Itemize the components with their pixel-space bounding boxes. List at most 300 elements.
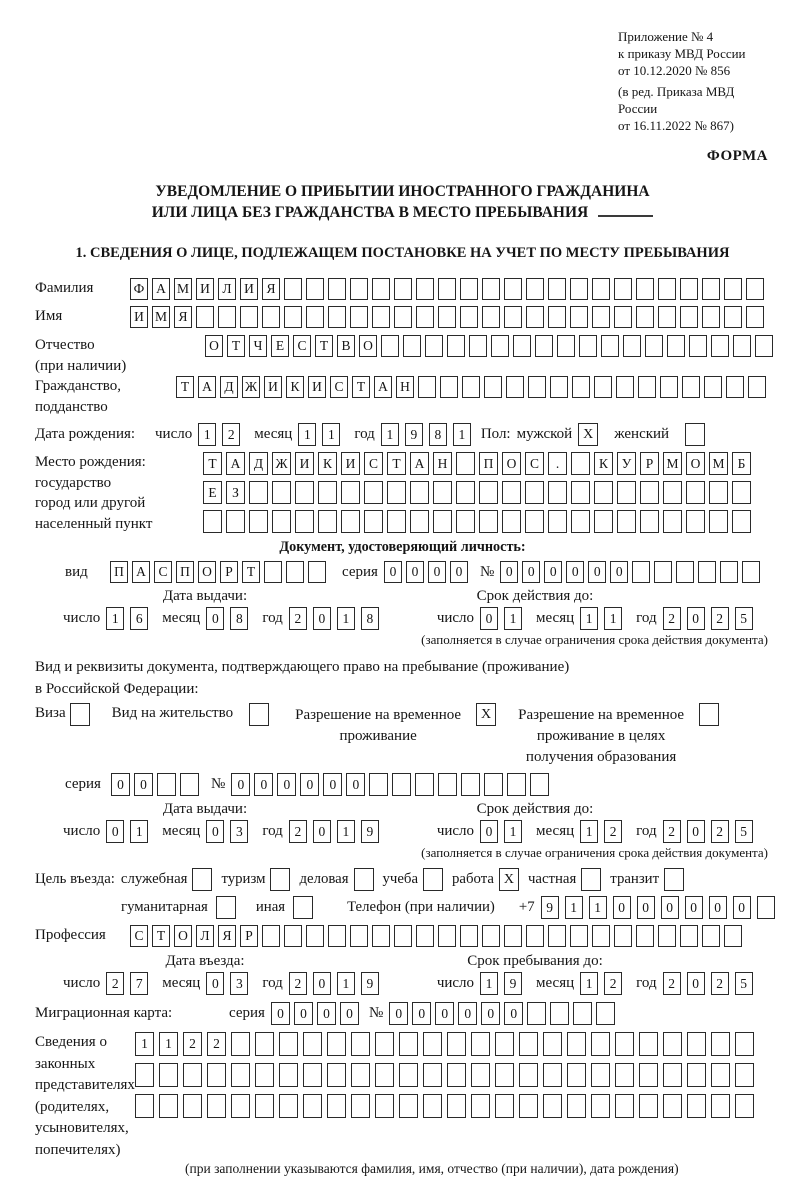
- char-box[interactable]: [479, 510, 498, 533]
- char-box[interactable]: Т: [315, 335, 333, 357]
- char-box[interactable]: [519, 1032, 538, 1056]
- char-box[interactable]: [295, 481, 314, 504]
- char-box[interactable]: 9: [405, 423, 423, 446]
- char-box[interactable]: [375, 1094, 394, 1118]
- char-box[interactable]: 1: [298, 423, 316, 446]
- char-box[interactable]: 9: [361, 972, 379, 995]
- checkbox-male[interactable]: X: [578, 423, 598, 446]
- char-box[interactable]: 1: [480, 972, 498, 995]
- char-box[interactable]: [272, 481, 291, 504]
- char-box[interactable]: [687, 1032, 706, 1056]
- checkbox-residence-permit[interactable]: [249, 703, 269, 726]
- char-box[interactable]: [328, 278, 346, 300]
- char-box[interactable]: [757, 896, 775, 919]
- char-box[interactable]: [735, 1094, 754, 1118]
- char-box[interactable]: [724, 925, 742, 947]
- char-box[interactable]: [687, 1094, 706, 1118]
- char-box[interactable]: Д: [220, 376, 238, 398]
- char-box[interactable]: М: [174, 278, 192, 300]
- char-box[interactable]: 0: [206, 820, 224, 843]
- char-box[interactable]: [525, 481, 544, 504]
- char-box[interactable]: [415, 773, 434, 796]
- char-box[interactable]: С: [525, 452, 544, 475]
- char-box[interactable]: [157, 773, 176, 796]
- char-box[interactable]: [567, 1032, 586, 1056]
- char-box[interactable]: П: [110, 561, 128, 583]
- char-box[interactable]: [742, 561, 760, 583]
- char-box[interactable]: А: [410, 452, 429, 475]
- char-box[interactable]: [447, 1032, 466, 1056]
- char-box[interactable]: И: [130, 306, 148, 328]
- char-box[interactable]: [638, 376, 656, 398]
- char-box[interactable]: [369, 773, 388, 796]
- char-box[interactable]: 1: [130, 820, 148, 843]
- char-box[interactable]: [519, 1063, 538, 1087]
- char-box[interactable]: 0: [206, 607, 224, 630]
- char-box[interactable]: [614, 278, 632, 300]
- char-box[interactable]: [502, 481, 521, 504]
- char-box[interactable]: О: [198, 561, 216, 583]
- checkbox-purpose-study[interactable]: [423, 868, 443, 891]
- char-box[interactable]: П: [176, 561, 194, 583]
- char-box[interactable]: 0: [613, 896, 631, 919]
- char-box[interactable]: Т: [227, 335, 245, 357]
- char-box[interactable]: Н: [396, 376, 414, 398]
- char-box[interactable]: [548, 510, 567, 533]
- char-box[interactable]: [755, 335, 773, 357]
- char-box[interactable]: 1: [453, 423, 471, 446]
- char-box[interactable]: 9: [504, 972, 522, 995]
- char-box[interactable]: [571, 510, 590, 533]
- char-box[interactable]: [639, 1032, 658, 1056]
- char-box[interactable]: [351, 1063, 370, 1087]
- checkbox-purpose-humanitarian[interactable]: [216, 896, 236, 919]
- char-box[interactable]: [495, 1032, 514, 1056]
- char-box[interactable]: [658, 306, 676, 328]
- char-box[interactable]: [658, 925, 676, 947]
- char-box[interactable]: [571, 452, 590, 475]
- char-box[interactable]: 2: [289, 607, 307, 630]
- char-box[interactable]: [438, 773, 457, 796]
- char-box[interactable]: А: [132, 561, 150, 583]
- char-box[interactable]: [341, 481, 360, 504]
- char-box[interactable]: [207, 1063, 226, 1087]
- char-box[interactable]: [284, 278, 302, 300]
- char-box[interactable]: [471, 1032, 490, 1056]
- char-box[interactable]: [640, 510, 659, 533]
- char-box[interactable]: [249, 510, 268, 533]
- char-box[interactable]: 0: [406, 561, 424, 583]
- char-box[interactable]: [264, 561, 282, 583]
- char-box[interactable]: [327, 1094, 346, 1118]
- char-box[interactable]: 9: [361, 820, 379, 843]
- char-box[interactable]: [394, 306, 412, 328]
- char-box[interactable]: [284, 306, 302, 328]
- char-box[interactable]: [183, 1063, 202, 1087]
- char-box[interactable]: [596, 1002, 615, 1025]
- char-box[interactable]: [543, 1094, 562, 1118]
- char-box[interactable]: 0: [480, 820, 498, 843]
- char-box[interactable]: И: [264, 376, 282, 398]
- char-box[interactable]: [482, 278, 500, 300]
- char-box[interactable]: [617, 481, 636, 504]
- char-box[interactable]: [456, 510, 475, 533]
- char-box[interactable]: 0: [685, 896, 703, 919]
- char-box[interactable]: 0: [313, 972, 331, 995]
- char-box[interactable]: [636, 925, 654, 947]
- char-box[interactable]: 0: [300, 773, 319, 796]
- char-box[interactable]: [594, 376, 612, 398]
- char-box[interactable]: 5: [735, 820, 753, 843]
- char-box[interactable]: [687, 1063, 706, 1087]
- char-box[interactable]: [423, 1063, 442, 1087]
- char-box[interactable]: [724, 278, 742, 300]
- char-box[interactable]: [639, 1063, 658, 1087]
- char-box[interactable]: П: [479, 452, 498, 475]
- char-box[interactable]: Т: [242, 561, 260, 583]
- char-box[interactable]: [548, 306, 566, 328]
- char-box[interactable]: 0: [340, 1002, 359, 1025]
- char-box[interactable]: [372, 925, 390, 947]
- char-box[interactable]: [663, 1032, 682, 1056]
- char-box[interactable]: 8: [230, 607, 248, 630]
- char-box[interactable]: [484, 773, 503, 796]
- char-box[interactable]: Р: [640, 452, 659, 475]
- checkbox-purpose-official[interactable]: [192, 868, 212, 891]
- char-box[interactable]: [550, 1002, 569, 1025]
- char-box[interactable]: 0: [271, 1002, 290, 1025]
- char-box[interactable]: [543, 1032, 562, 1056]
- char-box[interactable]: [372, 306, 390, 328]
- char-box[interactable]: [303, 1063, 322, 1087]
- char-box[interactable]: 0: [661, 896, 679, 919]
- char-box[interactable]: [303, 1094, 322, 1118]
- char-box[interactable]: [711, 1032, 730, 1056]
- char-box[interactable]: 1: [322, 423, 340, 446]
- char-box[interactable]: [530, 773, 549, 796]
- char-box[interactable]: [364, 481, 383, 504]
- checkbox-temp-residence-education[interactable]: [699, 703, 719, 726]
- char-box[interactable]: [350, 278, 368, 300]
- char-box[interactable]: 1: [337, 820, 355, 843]
- char-box[interactable]: А: [198, 376, 216, 398]
- char-box[interactable]: 8: [429, 423, 447, 446]
- char-box[interactable]: 0: [412, 1002, 431, 1025]
- char-box[interactable]: [735, 1063, 754, 1087]
- char-box[interactable]: [663, 510, 682, 533]
- char-box[interactable]: 0: [637, 896, 655, 919]
- char-box[interactable]: С: [364, 452, 383, 475]
- checkbox-purpose-business[interactable]: [354, 868, 374, 891]
- char-box[interactable]: Ж: [242, 376, 260, 398]
- char-box[interactable]: [667, 335, 685, 357]
- char-box[interactable]: 8: [361, 607, 379, 630]
- char-box[interactable]: С: [130, 925, 148, 947]
- char-box[interactable]: [632, 561, 650, 583]
- char-box[interactable]: 0: [709, 896, 727, 919]
- char-box[interactable]: [592, 306, 610, 328]
- checkbox-purpose-tourism[interactable]: [270, 868, 290, 891]
- char-box[interactable]: [663, 1094, 682, 1118]
- char-box[interactable]: И: [240, 278, 258, 300]
- char-box[interactable]: 0: [206, 972, 224, 995]
- char-box[interactable]: 0: [450, 561, 468, 583]
- char-box[interactable]: [591, 1063, 610, 1087]
- char-box[interactable]: [456, 452, 475, 475]
- char-box[interactable]: [416, 278, 434, 300]
- char-box[interactable]: 0: [687, 972, 705, 995]
- char-box[interactable]: [654, 561, 672, 583]
- char-box[interactable]: [550, 376, 568, 398]
- char-box[interactable]: [471, 1094, 490, 1118]
- char-box[interactable]: О: [174, 925, 192, 947]
- char-box[interactable]: [255, 1094, 274, 1118]
- char-box[interactable]: [231, 1063, 250, 1087]
- char-box[interactable]: [403, 335, 421, 357]
- char-box[interactable]: 2: [711, 820, 729, 843]
- char-box[interactable]: 0: [346, 773, 365, 796]
- char-box[interactable]: 3: [230, 820, 248, 843]
- char-box[interactable]: [513, 335, 531, 357]
- char-box[interactable]: 2: [289, 820, 307, 843]
- char-box[interactable]: М: [709, 452, 728, 475]
- char-box[interactable]: [680, 925, 698, 947]
- char-box[interactable]: [364, 510, 383, 533]
- char-box[interactable]: [615, 1094, 634, 1118]
- char-box[interactable]: [295, 510, 314, 533]
- char-box[interactable]: З: [226, 481, 245, 504]
- char-box[interactable]: 1: [504, 607, 522, 630]
- char-box[interactable]: [159, 1094, 178, 1118]
- char-box[interactable]: [702, 306, 720, 328]
- char-box[interactable]: [279, 1094, 298, 1118]
- char-box[interactable]: Ф: [130, 278, 148, 300]
- char-box[interactable]: К: [286, 376, 304, 398]
- char-box[interactable]: [286, 561, 304, 583]
- char-box[interactable]: 2: [222, 423, 240, 446]
- char-box[interactable]: [571, 481, 590, 504]
- char-box[interactable]: И: [341, 452, 360, 475]
- char-box[interactable]: [663, 1063, 682, 1087]
- char-box[interactable]: [255, 1032, 274, 1056]
- char-box[interactable]: [423, 1032, 442, 1056]
- char-box[interactable]: [471, 1063, 490, 1087]
- char-box[interactable]: Д: [249, 452, 268, 475]
- char-box[interactable]: 2: [711, 972, 729, 995]
- char-box[interactable]: [226, 510, 245, 533]
- char-box[interactable]: [423, 1094, 442, 1118]
- char-box[interactable]: [528, 376, 546, 398]
- char-box[interactable]: Е: [203, 481, 222, 504]
- char-box[interactable]: [394, 925, 412, 947]
- char-box[interactable]: А: [152, 278, 170, 300]
- char-box[interactable]: [573, 1002, 592, 1025]
- char-box[interactable]: [482, 925, 500, 947]
- char-box[interactable]: [438, 306, 456, 328]
- char-box[interactable]: А: [226, 452, 245, 475]
- char-box[interactable]: [308, 561, 326, 583]
- char-box[interactable]: В: [337, 335, 355, 357]
- char-box[interactable]: [594, 510, 613, 533]
- char-box[interactable]: М: [663, 452, 682, 475]
- char-box[interactable]: [460, 925, 478, 947]
- char-box[interactable]: [284, 925, 302, 947]
- char-box[interactable]: [702, 278, 720, 300]
- char-box[interactable]: 0: [504, 1002, 523, 1025]
- char-box[interactable]: [592, 278, 610, 300]
- char-box[interactable]: [394, 278, 412, 300]
- char-box[interactable]: [570, 306, 588, 328]
- char-box[interactable]: [543, 1063, 562, 1087]
- char-box[interactable]: [491, 335, 509, 357]
- char-box[interactable]: [482, 306, 500, 328]
- char-box[interactable]: 0: [428, 561, 446, 583]
- char-box[interactable]: [519, 1094, 538, 1118]
- char-box[interactable]: 5: [735, 972, 753, 995]
- char-box[interactable]: О: [205, 335, 223, 357]
- char-box[interactable]: [350, 925, 368, 947]
- char-box[interactable]: [416, 925, 434, 947]
- char-box[interactable]: 0: [610, 561, 628, 583]
- char-box[interactable]: [726, 376, 744, 398]
- char-box[interactable]: 1: [580, 607, 598, 630]
- char-box[interactable]: [724, 306, 742, 328]
- char-box[interactable]: [591, 1032, 610, 1056]
- char-box[interactable]: [579, 335, 597, 357]
- char-box[interactable]: Я: [174, 306, 192, 328]
- char-box[interactable]: А: [374, 376, 392, 398]
- char-box[interactable]: [709, 481, 728, 504]
- char-box[interactable]: [387, 510, 406, 533]
- char-box[interactable]: 0: [294, 1002, 313, 1025]
- char-box[interactable]: Я: [262, 278, 280, 300]
- char-box[interactable]: [711, 335, 729, 357]
- char-box[interactable]: [504, 278, 522, 300]
- char-box[interactable]: [318, 510, 337, 533]
- char-box[interactable]: [720, 561, 738, 583]
- char-box[interactable]: 2: [289, 972, 307, 995]
- char-box[interactable]: [410, 510, 429, 533]
- char-box[interactable]: [526, 306, 544, 328]
- char-box[interactable]: [548, 481, 567, 504]
- char-box[interactable]: 0: [481, 1002, 500, 1025]
- char-box[interactable]: [410, 481, 429, 504]
- char-box[interactable]: .: [548, 452, 567, 475]
- char-box[interactable]: [506, 376, 524, 398]
- char-box[interactable]: 0: [480, 607, 498, 630]
- char-box[interactable]: [447, 1063, 466, 1087]
- char-box[interactable]: [711, 1094, 730, 1118]
- char-box[interactable]: [711, 1063, 730, 1087]
- char-box[interactable]: [504, 925, 522, 947]
- char-box[interactable]: [447, 1094, 466, 1118]
- char-box[interactable]: [735, 1032, 754, 1056]
- char-box[interactable]: [680, 278, 698, 300]
- char-box[interactable]: [570, 278, 588, 300]
- char-box[interactable]: О: [502, 452, 521, 475]
- char-box[interactable]: [218, 306, 236, 328]
- char-box[interactable]: 0: [522, 561, 540, 583]
- char-box[interactable]: [702, 925, 720, 947]
- char-box[interactable]: 2: [663, 820, 681, 843]
- char-box[interactable]: 0: [389, 1002, 408, 1025]
- char-box[interactable]: [614, 306, 632, 328]
- char-box[interactable]: [535, 335, 553, 357]
- char-box[interactable]: [689, 335, 707, 357]
- char-box[interactable]: [399, 1032, 418, 1056]
- char-box[interactable]: 0: [134, 773, 153, 796]
- char-box[interactable]: [495, 1063, 514, 1087]
- char-box[interactable]: [399, 1094, 418, 1118]
- char-box[interactable]: [507, 773, 526, 796]
- char-box[interactable]: [636, 306, 654, 328]
- char-box[interactable]: [732, 510, 751, 533]
- char-box[interactable]: [676, 561, 694, 583]
- char-box[interactable]: 2: [663, 607, 681, 630]
- char-box[interactable]: [614, 925, 632, 947]
- char-box[interactable]: [615, 1032, 634, 1056]
- char-box[interactable]: [616, 376, 634, 398]
- char-box[interactable]: [591, 1094, 610, 1118]
- char-box[interactable]: [572, 376, 590, 398]
- char-box[interactable]: [399, 1063, 418, 1087]
- char-box[interactable]: [639, 1094, 658, 1118]
- char-box[interactable]: [548, 278, 566, 300]
- char-box[interactable]: Л: [196, 925, 214, 947]
- char-box[interactable]: [495, 1094, 514, 1118]
- char-box[interactable]: [392, 773, 411, 796]
- char-box[interactable]: Т: [387, 452, 406, 475]
- char-box[interactable]: [663, 481, 682, 504]
- char-box[interactable]: [746, 278, 764, 300]
- char-box[interactable]: [159, 1063, 178, 1087]
- char-box[interactable]: 0: [384, 561, 402, 583]
- char-box[interactable]: 0: [435, 1002, 454, 1025]
- char-box[interactable]: [570, 925, 588, 947]
- char-box[interactable]: О: [359, 335, 377, 357]
- char-box[interactable]: [504, 306, 522, 328]
- char-box[interactable]: [484, 376, 502, 398]
- char-box[interactable]: Ж: [272, 452, 291, 475]
- char-box[interactable]: 1: [135, 1032, 154, 1056]
- checkbox-temp-residence[interactable]: X: [476, 703, 496, 726]
- char-box[interactable]: Е: [271, 335, 289, 357]
- char-box[interactable]: [704, 376, 722, 398]
- char-box[interactable]: [732, 481, 751, 504]
- checkbox-visa[interactable]: [70, 703, 90, 726]
- char-box[interactable]: [240, 306, 258, 328]
- char-box[interactable]: [698, 561, 716, 583]
- checkbox-purpose-other[interactable]: [293, 896, 313, 919]
- char-box[interactable]: 1: [565, 896, 583, 919]
- char-box[interactable]: 0: [687, 820, 705, 843]
- char-box[interactable]: 0: [458, 1002, 477, 1025]
- checkbox-female[interactable]: [685, 423, 705, 446]
- char-box[interactable]: [387, 481, 406, 504]
- char-box[interactable]: [527, 1002, 546, 1025]
- char-box[interactable]: 0: [588, 561, 606, 583]
- char-box[interactable]: [341, 510, 360, 533]
- char-box[interactable]: [567, 1063, 586, 1087]
- char-box[interactable]: [640, 481, 659, 504]
- char-box[interactable]: [375, 1063, 394, 1087]
- char-box[interactable]: [525, 510, 544, 533]
- char-box[interactable]: 1: [604, 607, 622, 630]
- char-box[interactable]: [615, 1063, 634, 1087]
- char-box[interactable]: [351, 1032, 370, 1056]
- char-box[interactable]: [660, 376, 678, 398]
- char-box[interactable]: [279, 1063, 298, 1087]
